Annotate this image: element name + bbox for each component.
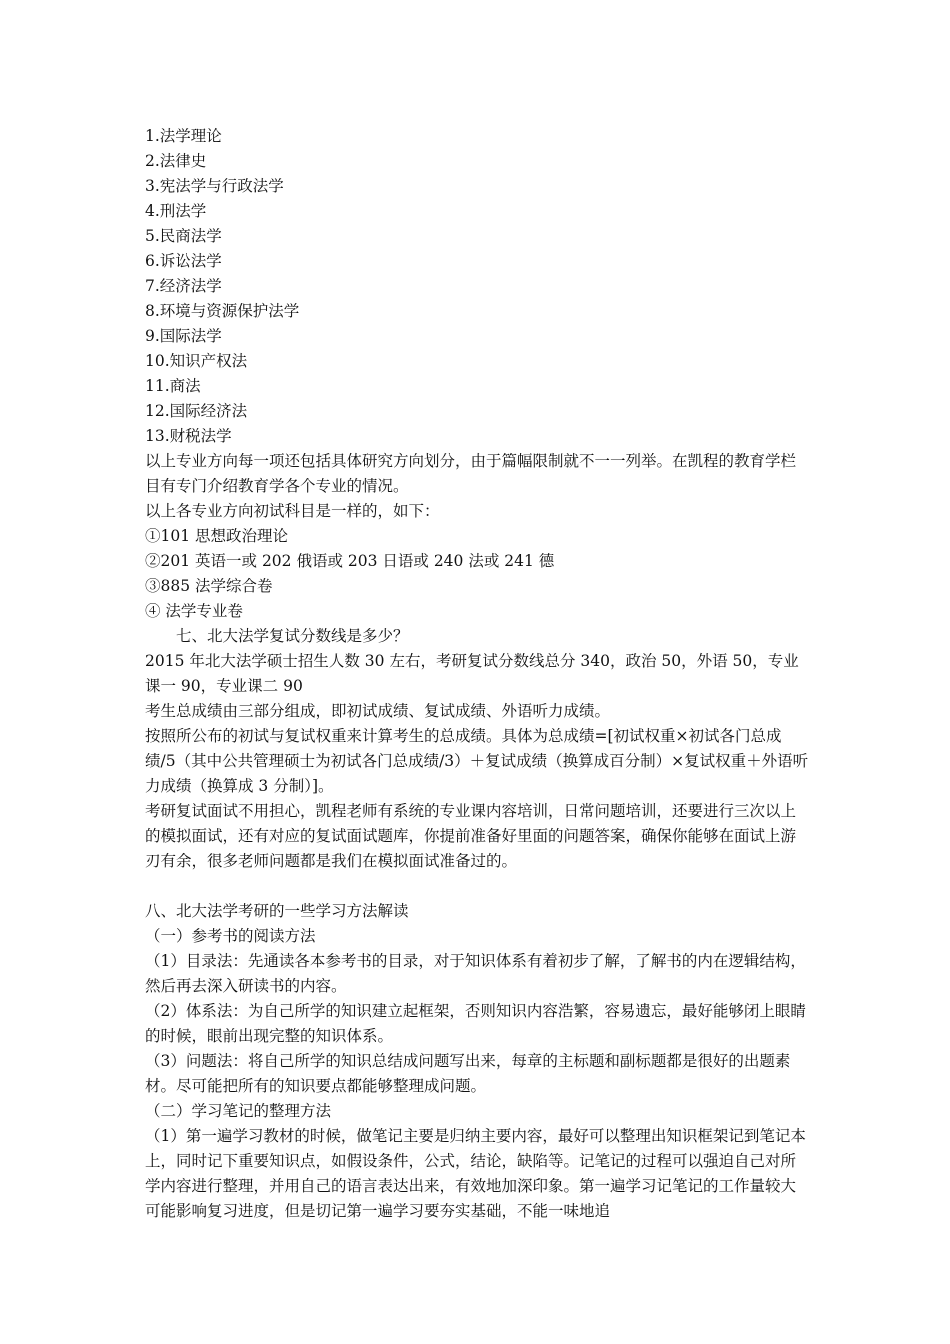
method-paragraph: （2）体系法：为自己所学的知识建立起框架，否则知识内容浩繁，容易遗忘，最好能够闭上眼睛的时候，眼前出现完整的知识体系。 bbox=[145, 1002, 806, 1045]
section8-heading: 八、北大法学考研的一些学习方法解读 bbox=[145, 902, 409, 920]
major-item: 11.商法 bbox=[145, 377, 201, 395]
major-item: 5.民商法学 bbox=[145, 227, 222, 245]
blank-line bbox=[145, 874, 809, 899]
method-paragraph: （1）第一遍学习教材的时候，做笔记主要是归纳主要内容，最好可以整理出知识框架记到笔记本上，同时记下重要知识点，如假设条件，公式，结论，缺陷等。记笔记的过程可以强迫自己对所学内容进行整理，并用自己的语言表达出来，有效地加深印象。第一遍学习记笔记的工作量较大可能影响复习进度，但是切记第一遍学习要夯实基础，不能一味地追 bbox=[145, 1127, 806, 1220]
subject-item: ③885 法学综合卷 bbox=[145, 577, 273, 595]
major-item: 8.环境与资源保护法学 bbox=[145, 302, 300, 320]
subject-item: ①101 思想政治理论 bbox=[145, 527, 289, 545]
major-item: 4.刑法学 bbox=[145, 202, 207, 220]
major-item: 7.经济法学 bbox=[145, 277, 222, 295]
major-item: 13.财税法学 bbox=[145, 427, 232, 445]
subject-item: ④ 法学专业卷 bbox=[145, 602, 243, 620]
major-item: 6.诉讼法学 bbox=[145, 252, 222, 270]
major-item: 9.国际法学 bbox=[145, 327, 222, 345]
major-item: 12.国际经济法 bbox=[145, 402, 248, 420]
subject-item: ②201 英语一或 202 俄语或 203 日语或 240 法或 241 德 bbox=[145, 552, 555, 570]
method-paragraph: （3）问题法：将自己所学的知识总结成问题写出来，每章的主标题和副标题都是很好的出题素材。尽可能把所有的知识要点都能够整理成问题。 bbox=[145, 1052, 791, 1095]
section7-paragraph: 考生总成绩由三部分组成，即初试成绩、复试成绩、外语听力成绩。 bbox=[145, 702, 611, 720]
subjects-intro-paragraph: 以上各专业方向初试科目是一样的，如下： bbox=[145, 502, 440, 520]
document-body bbox=[145, 124, 809, 1224]
major-item: 1.法学理论 bbox=[145, 127, 222, 145]
section7-paragraph: 考研复试面试不用担心，凯程老师有系统的专业课内容培训，日常问题培训，还要进行三次以上的模拟面试，还有对应的复试面试题库，你提前准备好里面的问题答案，确保你能够在面试上游刃有余，很多老师问题都是我们在模拟面试准备过的。 bbox=[145, 802, 797, 870]
major-item: 10.知识产权法 bbox=[145, 352, 248, 370]
major-item: 2.法律史 bbox=[145, 152, 207, 170]
subsection-heading: （二）学习笔记的整理方法 bbox=[145, 1102, 332, 1120]
section7-heading: 七、北大法学复试分数线是多少？ bbox=[176, 627, 409, 645]
subsection-heading: （一）参考书的阅读方法 bbox=[145, 927, 316, 945]
section7-paragraph: 按照所公布的初试与复试权重来计算考生的总成绩。具体为总成绩=[初试权重×初试各门总成绩/5（其中公共管理硕士为初试各门总成绩/3）＋复试成绩（换算成百分制）×复试权重＋外语听力成绩（换算成 3 分制）]。 bbox=[145, 727, 809, 795]
major-item: 3.宪法学与行政法学 bbox=[145, 177, 284, 195]
method-paragraph: （1）目录法：先通读各本参考书的目录，对于知识体系有着初步了解，了解书的内在逻辑结构，然后再去深入研读书的内容。 bbox=[145, 952, 806, 995]
majors-note-paragraph: 以上专业方向每一项还包括具体研究方向划分，由于篇幅限制就不一一列举。在凯程的教育学栏目有专门介绍教育学各个专业的情况。 bbox=[145, 452, 797, 495]
section7-paragraph: 2015 年北大法学硕士招生人数 30 左右，考研复试分数线总分 340，政治 50，外语 50，专业课一 90，专业课二 90 bbox=[145, 652, 799, 695]
